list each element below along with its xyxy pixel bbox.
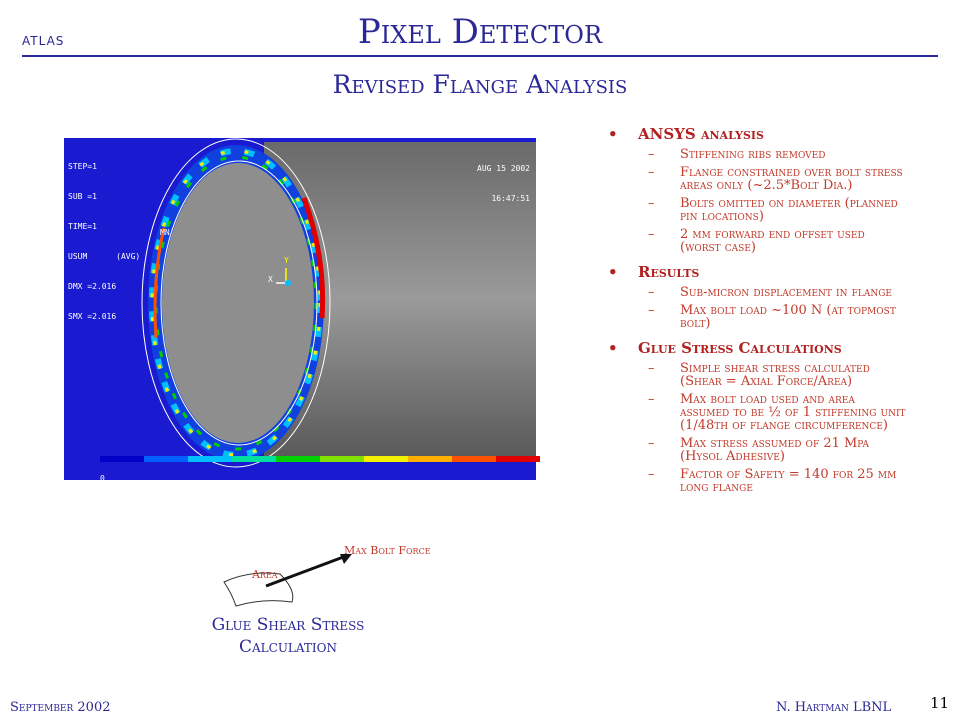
legend-tick: .111E-03 <box>144 484 183 493</box>
fea-timestamp <box>477 144 530 224</box>
legend-color-swatch <box>452 456 496 462</box>
sub-text: Flange constrained over bolt stress areas only (~2.5*Bolt Dia.) <box>680 165 903 193</box>
sub-item <box>606 197 906 223</box>
header-divider <box>22 55 938 57</box>
dash-icon: – <box>648 285 655 300</box>
legend-color-swatch <box>276 456 320 462</box>
legend-tick: .889E-03 <box>458 514 497 523</box>
caption-line: Calculation <box>239 637 337 657</box>
fea-info-line: STEP=1 <box>68 162 97 171</box>
dash-icon: – <box>648 165 655 180</box>
legend-color-swatch <box>364 456 408 462</box>
fea-date: AUG 15 2002 <box>477 164 530 173</box>
bullet-dot-icon: • <box>608 125 618 143</box>
dash-icon: – <box>648 361 655 376</box>
legend-color-swatch <box>232 456 276 462</box>
legend-tick: 0 <box>100 474 105 483</box>
bullet-dot-icon: • <box>608 339 618 357</box>
dash-icon: – <box>648 147 655 162</box>
sub-item <box>606 166 906 192</box>
sub-item <box>606 393 906 432</box>
sub-text: Bolts omitted on diameter (planned pin locations) <box>680 196 898 224</box>
bullet-item <box>606 126 906 143</box>
color-legend <box>100 456 540 462</box>
fea-info-line: SUB =1 <box>68 192 97 201</box>
dash-icon: – <box>648 196 655 211</box>
dash-icon: – <box>648 303 655 318</box>
bullet-item <box>606 340 906 357</box>
fea-mn-label: MN <box>160 228 170 237</box>
bullet-item <box>606 264 906 281</box>
legend-tick: .100E-02 <box>480 524 519 533</box>
fea-axis-y: Y <box>284 256 289 265</box>
dash-icon: – <box>648 436 655 451</box>
legend-color-swatch <box>100 456 144 462</box>
sub-item <box>606 148 906 161</box>
bullet-list <box>606 122 906 494</box>
sub-text: Sub-micron displacement in flange <box>680 285 892 300</box>
slide-subtitle: Revised Flange Analysis <box>332 70 628 99</box>
page-number: 11 <box>930 694 950 712</box>
sub-item <box>606 304 906 330</box>
fea-info-line: TIME=1 <box>68 222 97 231</box>
legend-tick: .556E-03 <box>326 504 365 513</box>
sub-item <box>606 468 906 494</box>
fea-displacement-plot <box>64 138 536 533</box>
dash-icon: – <box>648 467 655 482</box>
force-label: Max Bolt Force <box>344 544 431 557</box>
sub-text: Stiffening ribs removed <box>680 147 826 162</box>
fea-info-line: SMX =2.016 <box>68 312 117 321</box>
legend-color-swatch <box>496 456 540 462</box>
force-arrow <box>266 556 346 586</box>
sub-text: Max stress assumed of 21 Mpa (Hysol Adhesive) <box>680 436 870 464</box>
area-label: Area <box>252 568 278 581</box>
fea-info-line: USUM (AVG) <box>68 252 141 261</box>
sub-item <box>606 286 906 299</box>
footer-author: N. Hartman LBNL <box>776 700 892 715</box>
bullet-dot-icon: • <box>608 263 618 281</box>
sub-item <box>606 362 906 388</box>
sub-item <box>606 437 906 463</box>
fea-info-line: DMX =2.016 <box>68 282 117 291</box>
legend-color-swatch <box>188 456 232 462</box>
bullet-title: Results <box>638 263 700 281</box>
sub-text: 2 mm forward end offset used (worst case) <box>680 227 865 255</box>
legend-color-swatch <box>320 456 364 462</box>
legend-tick: .333E-03 <box>236 494 275 503</box>
legend-color-swatch <box>408 456 452 462</box>
legend-tick: .222E-03 <box>186 484 225 493</box>
fea-info-block <box>68 142 140 342</box>
sub-item <box>606 228 906 254</box>
slide-header-title: Pixel Detector <box>357 12 603 52</box>
fea-time: 16:47:51 <box>491 194 530 203</box>
legend-tick: .778E-03 <box>416 514 455 523</box>
footer-date: September 2002 <box>10 700 111 715</box>
bullet-title: Glue Stress Calculations <box>638 339 842 357</box>
glue-diagram-graphic <box>180 540 480 620</box>
legend-tick: .667E-03 <box>368 504 407 513</box>
caption-line: Glue Shear Stress <box>211 615 365 635</box>
legend-tick: .444E-03 <box>278 494 317 503</box>
sub-text: Max bolt load ~100 N (at topmost bolt) <box>680 303 896 331</box>
dash-icon: – <box>648 227 655 242</box>
diagram-caption <box>188 614 388 658</box>
sub-text: Simple shear stress calculated (Shear = Axial Force/Area) <box>680 361 870 389</box>
sub-text: Factor of Safety = 140 for 25 mm long flange <box>680 467 897 495</box>
dash-icon: – <box>648 392 655 407</box>
legend-tick-labels-bottom <box>144 474 584 544</box>
bullet-title: ANSYS analysis <box>638 125 764 143</box>
flange-face <box>162 163 314 443</box>
header-atlas-tag: atlas <box>22 30 65 50</box>
sub-text: Max bolt load used and area assumed to be ½ of 1 stiffening unit (1/48th of flange circumference) <box>680 392 906 433</box>
legend-color-swatch <box>144 456 188 462</box>
fea-axis-x: X <box>268 275 273 284</box>
